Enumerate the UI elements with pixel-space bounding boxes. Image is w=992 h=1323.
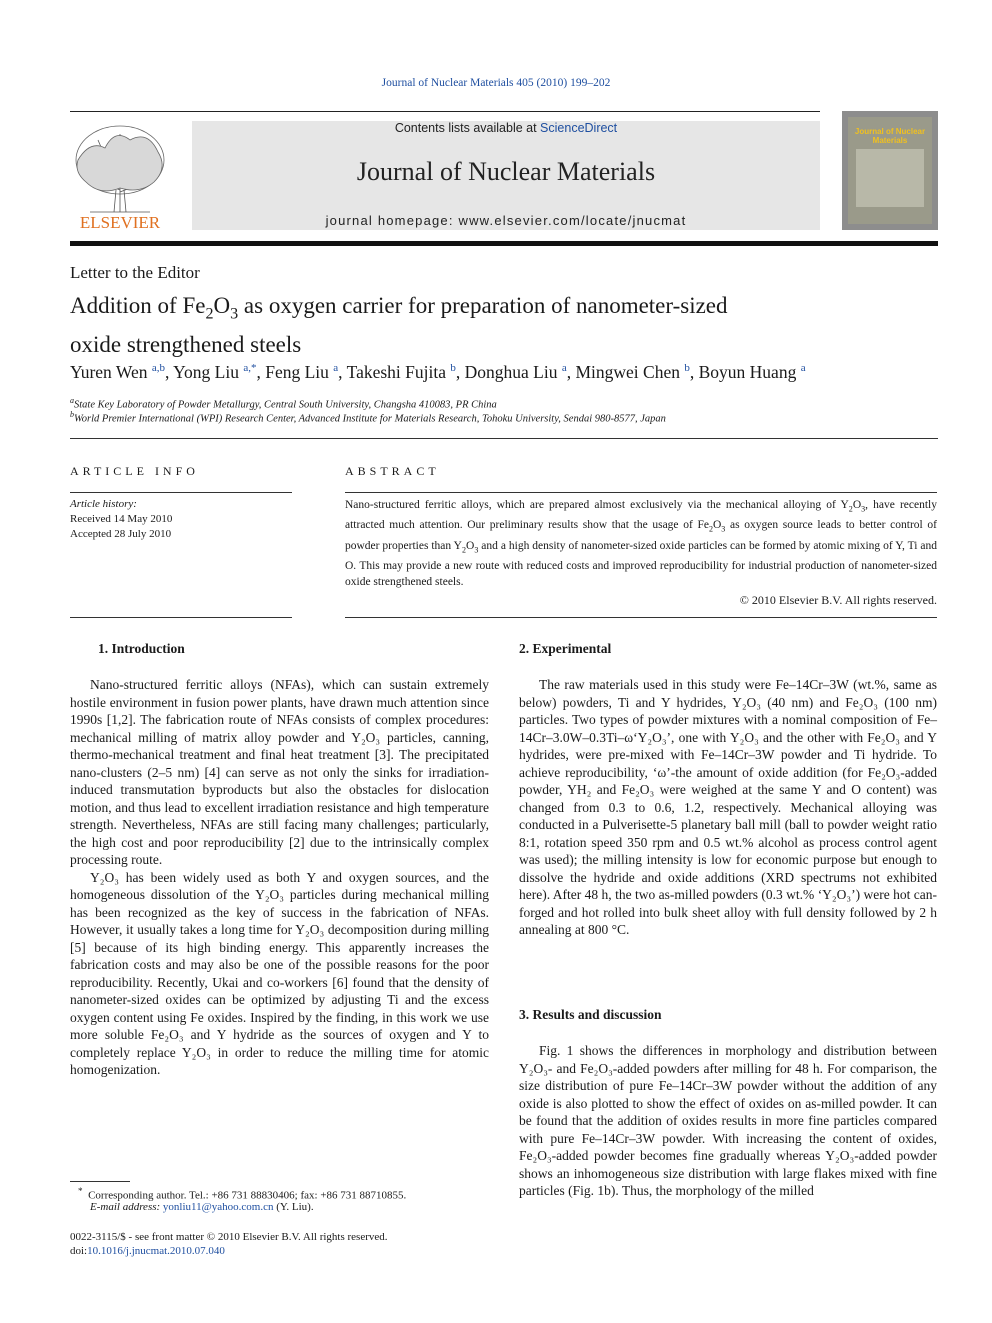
article-title bbox=[70, 291, 870, 360]
publisher-name: ELSEVIER bbox=[79, 213, 161, 232]
affiliation-a: $^a$State Key Laboratory of Powder Metallurgy, Central South University, Changsha 410083, PR China bbox=[70, 396, 497, 411]
title-part: O bbox=[213, 293, 231, 318]
received-date: Received 14 May 2010 bbox=[70, 513, 173, 525]
journal-homepage[interactable]: journal homepage: www.elsevier.com/locate/jnucmat bbox=[325, 213, 687, 228]
title-line-2: oxide strengthened steels bbox=[70, 331, 302, 357]
results-body bbox=[519, 1042, 937, 1200]
experimental-paragraph: The raw materials used in this study were Fe–14Cr–3W (wt.%, same as below) powders, Ti and Y hydrides, Y₂O₃ (40 nm) and Fe₂O₃ (100 nm) particles. Two types of powder mixtures with a nominal composition of Fe–14Cr–3.0W–0.3Ti–ω‘Y₂O₃’, one with Y₂O₃ and the other with Fe₂O₃ and Y hydrides, were pre-mixed with Fe–14Cr–3W powder and Ti hydride. To achieve reproducibility, ‘ω’-the amount of oxide addition (for Fe₂O₃-added powder, YH₂ and Fe₂O₃ were weighed at the same Y and O content) was changed from 0.3 to 0.6, 1.2, respectively. Mechanical alloying was conducted in a Pulverisette-5 planetary ball mill (ball to powder weight ratio 8:1, rotation speed 350 rpm and 0.5 wt.% alcohol as process control agent was used); the milling intensity is low for economic purpose but enough to dissolve the hydride and oxide additions (XRD spectrums not exhibited here). After 48 h, the two as-milled powders (0.3 wt.% ‘Y₂O₃’) were hot can-forged and hot rolled into bulk sheet alloy with full density followed by 2 h annealing at 800 °C. bbox=[519, 677, 937, 937]
affiliation-b: $^b$World Premier International (WPI) Research Center, Advanced Institute for Materials Research, Tohoku University, Sendai 980-8577, Japan bbox=[70, 410, 666, 425]
accepted-date: Accepted 28 July 2010 bbox=[70, 528, 172, 540]
issn-line: 0022-3115/$ - see front matter © 2010 Elsevier B.V. All rights reserved. bbox=[70, 1231, 388, 1243]
intro-paragraph-2: Y₂O₃ has been widely used as both Y and oxygen sources, and the homogeneous dissolution of the Y₂O₃ particles during mechanical milling has been recognized as the key of success in the fabrication of NFAs. However, it usually takes a long time for Y₂O₃ decomposition during milling [5] because of its high binding energy. This apparently increases the fabrication costs and may also be one of the possible reasons for the poor reproducibility. Recently, Ukai and co-workers [6] found that the density of nanometer-sized oxides can be optimized by adjusting Ti and the excess oxygen content using Fe oxides. Inspired by the finding, in this work we use more soluble Fe₂O₃ and Y hydride as the sources of oxygen and Y to completely replace Y₂O₃ in order to reduce the milling time for atomic homogenization. bbox=[70, 869, 489, 1077]
title-part: Addition of Fe bbox=[70, 293, 206, 318]
experimental-heading: 2. Experimental bbox=[519, 641, 612, 656]
elsevier-logo bbox=[70, 120, 170, 232]
abstract-text: Nano-structured ferritic alloys, which are prepared almost exclusively via the mechanical alloying of $Y_2O_3$, have recently attracted much attention. Our preliminary results show that the usage of $Fe_2O_3$ as oxygen source leads to better control of powder properties than $Y_2O_3$ and a high density of nanometer-sized oxide particles can be formed by atomic mixing of Y, Ti and O. This may provide a new route with reduced costs and improved reproducibility for industrial production of nanometer-sized oxide strengthened steels. bbox=[345, 499, 937, 588]
contents-line bbox=[192, 121, 820, 135]
journal-citation[interactable]: Journal of Nuclear Materials 405 (2010) 199–202 bbox=[381, 77, 611, 89]
sciencedirect-link[interactable]: ScienceDirect bbox=[540, 121, 618, 135]
elsevier-tree-icon bbox=[70, 120, 170, 232]
article-info-bottom-rule bbox=[70, 617, 292, 618]
cover-image bbox=[856, 149, 924, 207]
author-list: Yuren Wen $^{a,b}$, Yong Liu $^{a,*}$, Feng Liu $^a$, Takeshi Fujita $^b$, Donghua Liu $^a$, Mingwei Chen $^b$, Boyun Huang $^a$ bbox=[70, 362, 806, 382]
abstract-heading: ABSTRACT bbox=[345, 464, 440, 478]
cover-title: Journal of Nuclear Materials bbox=[854, 127, 926, 145]
header-thick-rule bbox=[70, 241, 938, 246]
section-type: Letter to the Editor bbox=[70, 263, 200, 282]
title-part: as oxygen carrier for preparation of nanometer-sized bbox=[238, 293, 728, 318]
results-paragraph: Fig. 1 shows the differences in morphology and distribution between Y₂O₃- and Fe₂O₃-added powders after milling for 48 h. For comparison, the size distribution of pure Fe–14Cr–3W powder without the addition of any oxide is also plotted to show the effect of oxides on as-milled powder. It can be found that the addition of oxides results in more fine particles compared with pure Fe–14Cr–3W powder. With increasing the content of oxides, Fe₂O₃-added powder becomes fine gradually whereas Y₂O₃-added powder shows an inhomogeneous size distribution with large flakes mixed with fine particles (Fig. 1b). Thus, the morphology of the milled bbox=[519, 1043, 937, 1198]
corresponding-author-note: * Corresponding author. Tel.: +86 731 88830406; fax: +86 731 88710855. bbox=[78, 1186, 407, 1202]
intro-body bbox=[70, 676, 489, 1079]
author[interactable]: Mingwei Chen $^b$ bbox=[575, 362, 690, 382]
email-link[interactable]: yonliu11@yahoo.com.cn bbox=[162, 1201, 274, 1213]
intro-heading: 1. Introduction bbox=[98, 641, 185, 656]
author[interactable]: Yong Liu $^{a,*}$ bbox=[173, 362, 257, 382]
contents-prefix: Contents lists available at bbox=[394, 121, 541, 135]
intro-paragraph-1: Nano-structured ferritic alloys (NFAs), which can sustain extremely hostile environment in fusion power plants, have drawn much attention since 1990s [1,2]. The fabrication route of NFAs consists of complex procedures: mechanical milling of matrix alloy powder and Y₂O₃ particles, canning, thermo-mechanical treatment and final heat treatment [3]. The precipitated nano-clusters (2–5 nm) [4] can serve as not only the sinks for irradiation-induced transmutation byproducts but also the obstacles for dislocation motion, and thus lead to excellent irradiation resistance and high temperature strength. Nevertheless, NFAs are still facing many challenges; particularly, the high cost and poor reproducibility [2] due to the intrinsically complex processing route. bbox=[70, 677, 489, 867]
copyright: © 2010 Elsevier B.V. All rights reserved. bbox=[739, 593, 937, 607]
history-label: Article history: bbox=[70, 498, 137, 510]
article-info-rule bbox=[70, 492, 292, 493]
abstract-rule bbox=[345, 492, 937, 493]
affiliation-rule bbox=[70, 438, 938, 439]
email-note: E-mail address: yonliu11@yahoo.com.cn (Y. Liu). bbox=[90, 1201, 314, 1213]
author[interactable]: Takeshi Fujita $^b$ bbox=[346, 362, 456, 382]
doi-link[interactable]: 10.1016/j.jnucmat.2010.07.040 bbox=[87, 1245, 225, 1257]
title-subscript: 3 bbox=[230, 305, 239, 323]
author[interactable]: Donghua Liu $^a$ bbox=[464, 362, 567, 382]
article-history bbox=[70, 497, 172, 542]
experimental-body bbox=[519, 676, 937, 939]
abstract-bottom-rule bbox=[345, 617, 937, 618]
journal-name: Journal of Nuclear Materials bbox=[356, 157, 656, 186]
footnote-rule bbox=[70, 1181, 130, 1182]
results-heading: 3. Results and discussion bbox=[519, 1007, 662, 1022]
author[interactable]: Feng Liu $^a$ bbox=[265, 362, 339, 382]
title-subscript: 2 bbox=[205, 305, 214, 323]
header-rule bbox=[70, 111, 820, 112]
doi-line: doi:10.1016/j.jnucmat.2010.07.040 bbox=[70, 1245, 225, 1257]
article-info-heading: ARTICLE INFO bbox=[70, 464, 199, 478]
author[interactable]: Yuren Wen $^{a,b}$ bbox=[70, 362, 166, 382]
author[interactable]: Boyun Huang $^a$ bbox=[698, 362, 806, 382]
cover-inner bbox=[848, 117, 932, 224]
journal-cover bbox=[842, 111, 938, 230]
